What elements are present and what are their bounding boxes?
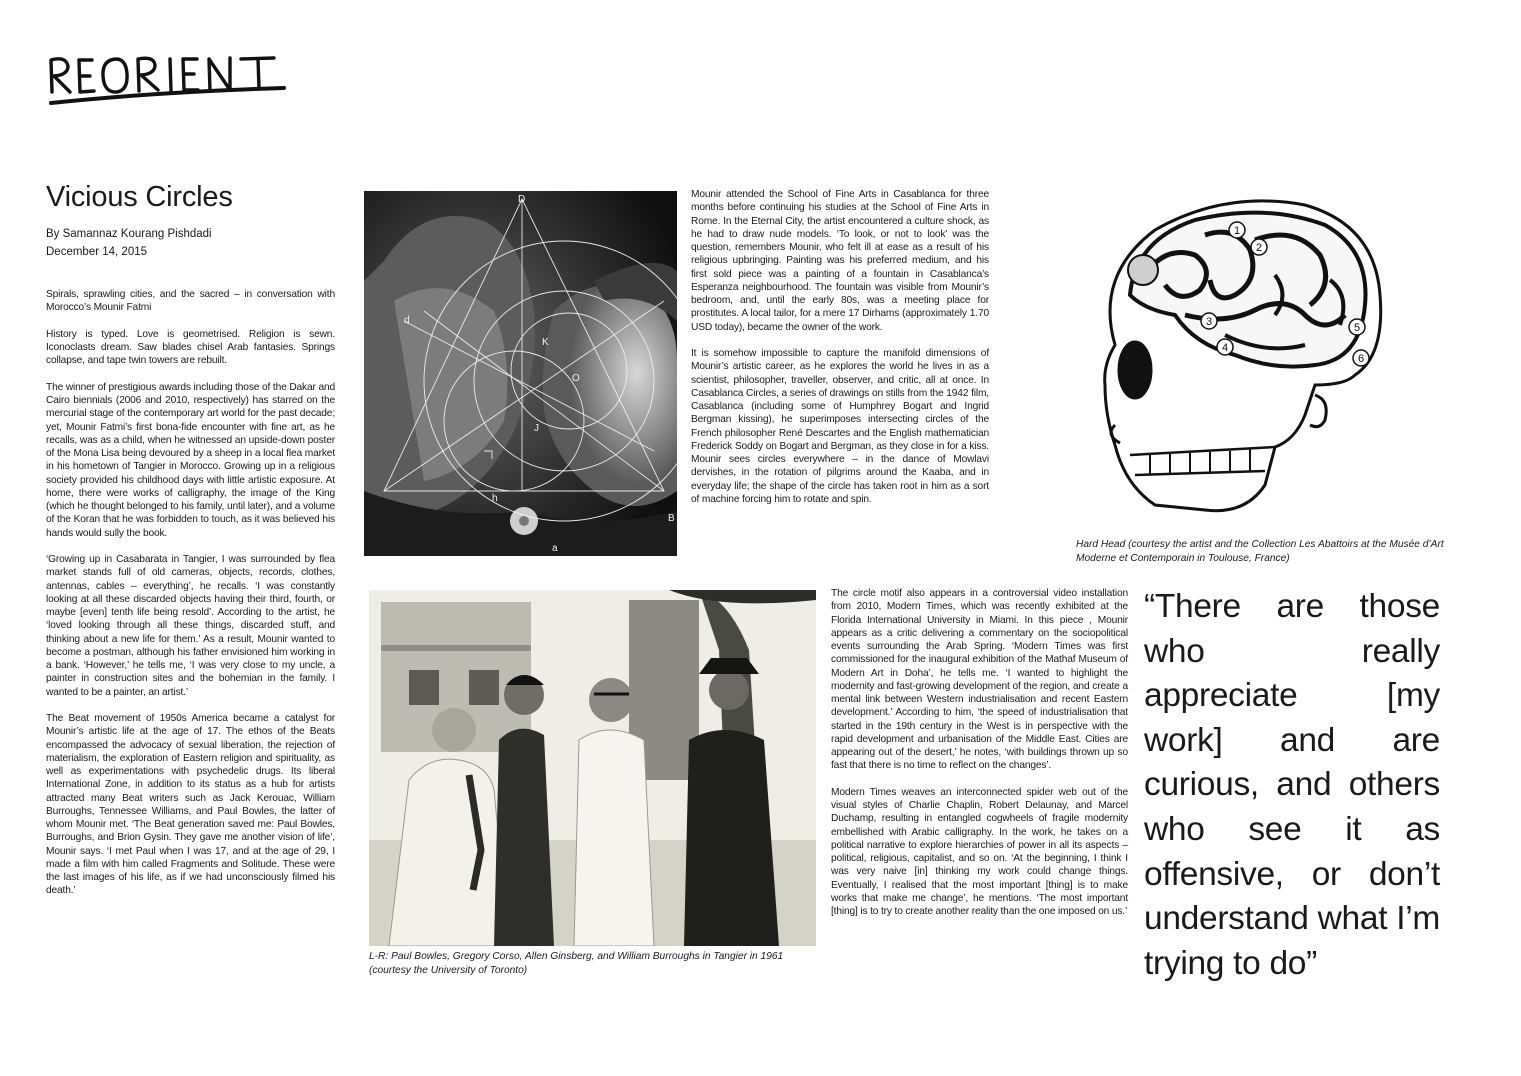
standfirst: Spirals, sprawling cities, and the sacred – in conversation with Morocco’s Mounir Fatmi — [46, 289, 335, 314]
diagram-label: d — [404, 315, 410, 326]
article-author: By Samannaz Kourang Pishdadi — [46, 228, 212, 240]
beat-writers-caption: L-R: Paul Bowles, Gregory Corso, Allen Ginsberg, and William Burroughs in Tangier in 1961 (courtesy the University of Toronto) — [369, 951, 784, 976]
diagram-label: K — [542, 337, 549, 348]
skull-number: 1 — [1233, 225, 1241, 237]
hard-head-artwork — [1075, 185, 1395, 525]
diagram-label: h — [492, 493, 498, 504]
skull-number: 2 — [1255, 242, 1263, 254]
article-title: Vicious Circles — [46, 181, 233, 213]
skull-number: 4 — [1221, 342, 1229, 354]
skull-caption: Hard Head (courtesy the artist and the Collection Les Abattoirs at the Musée d’Art Moderne et Contemporain in Toulouse, France) — [1076, 539, 1444, 564]
paragraph: The Beat movement of 1950s America became a catalyst for Mounir’s artistic life at the age of 17. The ethos of the Beats encompassed the advocacy of sexual liberation, the rejection of materialism, the exploration of Eastern religion and spirituality, as well as experimentations with psychedelic drugs. Its liberal International Zone, in addition to its status as a hub for artists attracted many Beat writers such as Jack Kerouac, William Burroughs, Tennessee Williams, and Paul Bowles, the latter of whom Mounir met. ‘The Beat generation saved me: Paul Bowles, Burroughs, and Brion Gysin. They gave me another vision of life’, Mounir says. ‘I met Paul when I was 17, and at the age of 29, I made a film with him called Fragments and Solitude. These were the last images of his life, as if we had unconsciously filmed his death.’ — [46, 713, 335, 897]
paragraph: The winner of prestigious awards including those of the Dakar and Cairo biennials (2006 and 2010, respectively) has starred on the mercurial stage of the contemporary art world for the past decade; yet, Mounir Fatmi’s first bona-fide encounter with fine art, as he recalls, was as a child, when he witnessed an upside-down poster of the Mona Lisa being devoured by a sheep in a local flea market in his hometown of Tangier in Morocco. Growing up in a religious society provided his childhood days with little artistic exposure. At home, there were works of calligraphy, the image of the King (which he thought belonged to his family, until later), and a volume of the Koran that he was forbidden to touch, as it was believed his hands would sully the book. — [46, 381, 335, 539]
paragraph: The circle motif also appears in a controversial video installation from 2010, Modern Times, which was recently exhibited at the Florida International University in Miami. In this piece , Mounir appears as a critic delivering a commentary on the sociopolitical events surrounding the Arab Spring. ‘Modern Times was first commissioned for the inaugural exhibition of the Mathaf Museum of Modern Art in Doha’, he tells me. ‘I wanted to highlight the modernity and fast-growing development of the region, and create a mental link between Western industrialisation and recent Eastern development.’ According to him, ‘the speed of industrialisation that started in the 19th century in the West is in perspective with the rapid development and urbanisation of the Middle East. Cities are appearing out of the desert,’ he notes, ‘with buildings thrown up so fast that there is no time to reflect on the changes’. — [831, 588, 1128, 772]
skull-number: 6 — [1357, 353, 1365, 365]
paragraph: Modern Times weaves an interconnected spider web out of the visual styles of Charlie Chaplin, Robert Delaunay, and Marcel Duchamp, resulting in entangled cogwheels of fragile modernity embellished with Arabic calligraphy. In the work, he takes on a political narrative to explore hierarchies of power in all its aspects – political, religious, capitalist, and so on. ‘At the beginning, I think I was very naive [in] thinking my work could change things. Eventually, I realised that the most important [thing] is to make works that make me change’, he mentions. ‘The most important [thing] is to try to create another reality than the one imposed on us.’ — [831, 786, 1128, 917]
diagram-label: B — [668, 513, 675, 524]
diagram-label: D — [518, 194, 526, 205]
diagram-label: a — [552, 543, 558, 554]
paragraph: Mounir attended the School of Fine Arts in Casablanca for three months before continuing his studies at the School of Fine Arts in Rome. In the Eternal City, the artist encountered a culture shock, as he had to draw nude models. ‘To look, or not to look’ was the question, remembers Mounir, who felt ill at ease as a result of his religious upbringing. Painting was his preferred medium, and his first sold piece was a painting of a fountain in Casablanca’s Esperanza neighbourhood. The fountain was visible from Mounir’s bedroom, and, until the early 80s, was a meeting place for prostitutes. A local tailor, for a mere 17 Dirhams (approximately 1.70 USD today), became the owner of the work. — [691, 189, 989, 333]
paragraph: It is somehow impossible to capture the manifold dimensions of Mounir’s artistic career, as he explores the world he lives in as a scientist, philosopher, traveller, observer, and critic, all at once. In Casablanca Circles, a series of drawings on stills from the 1942 film, Casablanca (including some of Humphrey Bogart and Ingrid Bergman kissing), he superimposes intersecting circles of the French philosopher René Descartes and the English mathematician Frederick Soddy on Bogart and Bergman, as they close in for a kiss. Mounir sees circles everywhere – in the dance of Mowlavi dervishes, in the rotation of pilgrims around the Kaaba, and in everyday life; the shape of the circle has taken root in him as a sort of machine forcing him to rotate and spin. — [691, 348, 989, 505]
article-date: December 14, 2015 — [46, 246, 148, 258]
article-column-1 — [46, 288, 335, 911]
casablanca-circles-artwork — [364, 191, 677, 556]
article-column-3 — [831, 587, 1128, 932]
beat-writers-photo — [369, 590, 816, 946]
skull-number: 5 — [1353, 322, 1361, 334]
diagram-label: J — [534, 423, 539, 434]
article-column-2 — [691, 188, 989, 519]
paragraph: ‘Growing up in Casabarata in Tangier, I was surrounded by flea market stands full of old cameras, objects, records, clothes, antennas, cables – everything’, he recalls. ‘I was constantly looking at all these discarded objects having their third, fourth, or maybe [even] tenth life being resold’. According to the artist, he ‘loved looking through all these things, discarded stuff, and thinking about a new life for them.’ As a result, Mounir wanted to become a postman, although his father envisioned him working in a bank. ‘However,’ he tells me, ‘I was very close to my uncle, a painter in construction sites and the bohemian in the family. I wanted to be a painter, an artist.’ — [46, 554, 335, 698]
reorient-logo — [46, 52, 296, 112]
diagram-label: O — [572, 373, 580, 384]
paragraph: History is typed. Love is geometrised. Religion is sewn. Iconoclasts dream. Saw blades chisel Arab fantasies. Springs collapse, and tape twin towers are rebuilt. — [46, 328, 335, 367]
pull-quote: “There are those who really appreciate [my work] and are curious, and others who see it as offensive, or don’t understand what I’m trying to do” — [1144, 588, 1440, 982]
skull-number: 3 — [1205, 316, 1213, 328]
